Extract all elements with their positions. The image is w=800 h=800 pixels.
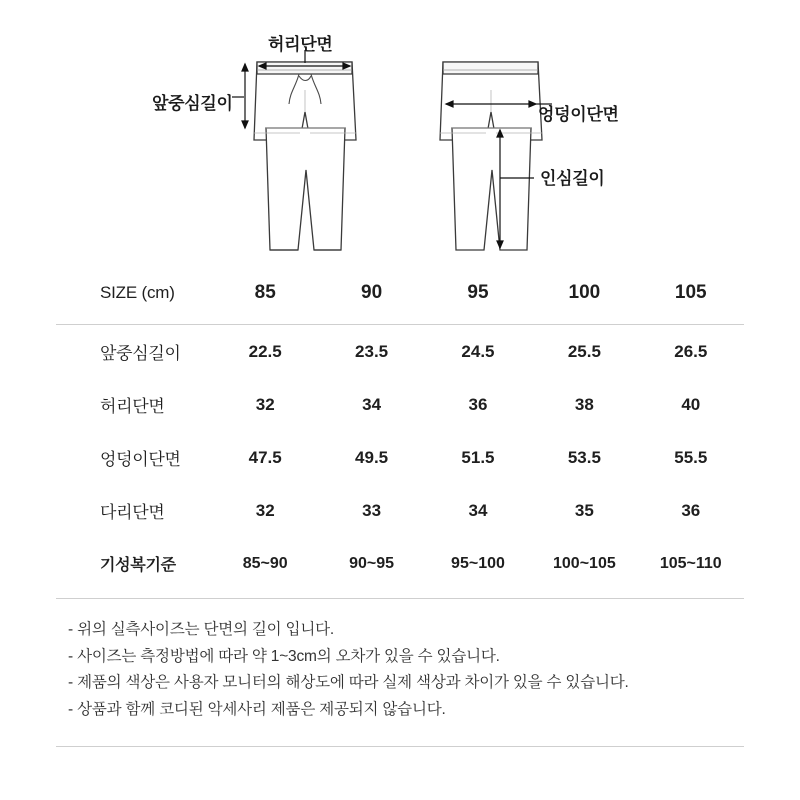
- size-table-body: [56, 325, 744, 591]
- cell-front-rise-90: 23.5: [355, 341, 389, 361]
- row-label-waist: 허리단면: [100, 397, 165, 416]
- cell-waist-85: 32: [255, 394, 275, 414]
- front-rise-measure-arrow: [242, 64, 248, 128]
- cell-hip-85: 47.5: [248, 447, 282, 467]
- note-item: - 위의 실측사이즈는 단면의 길이 입니다.: [68, 621, 334, 638]
- label-inseam: 인심길이: [540, 169, 605, 188]
- size-table-wrapper: [0, 262, 800, 590]
- table-row: [56, 431, 744, 484]
- row-label-hip: 엉덩이단면: [100, 450, 181, 469]
- header-size-100: 100: [531, 262, 637, 325]
- garment-diagram: [0, 0, 800, 262]
- front-view-illustration: [254, 62, 356, 250]
- table-row: [56, 484, 744, 537]
- note-item: - 상품과 함께 코디된 악세사리 제품은 제공되지 않습니다.: [68, 700, 446, 718]
- cell-front-rise-85: 22.5: [248, 341, 282, 361]
- table-row: [56, 537, 744, 590]
- table-header-row: [56, 262, 744, 325]
- cell-front-rise-95: 24.5: [461, 341, 495, 361]
- cell-ready-made-90: 90~95: [349, 554, 395, 572]
- cell-front-rise-100: 25.5: [567, 341, 601, 361]
- header-size-90: 90: [318, 262, 424, 325]
- cell-hip-100: 53.5: [567, 447, 601, 467]
- cell-hip-90: 49.5: [355, 447, 389, 467]
- notes-section: [0, 599, 800, 724]
- cell-ready-made-100: 100~105: [553, 554, 616, 572]
- cell-hip-95: 51.5: [461, 447, 495, 467]
- header-size-105: 105: [638, 262, 744, 325]
- cell-ready-made-95: 95~100: [451, 554, 505, 572]
- cell-leg-90: 33: [362, 500, 382, 520]
- cell-leg-95: 34: [468, 500, 488, 520]
- row-label-leg: 다리단면: [100, 503, 165, 522]
- cell-leg-100: 35: [574, 500, 594, 520]
- cell-hip-105: 55.5: [674, 447, 708, 467]
- cell-ready-made-105: 105~110: [659, 554, 722, 572]
- back-view-illustration: [440, 62, 542, 250]
- header-size-unit: SIZE (cm): [56, 262, 212, 325]
- size-table-header: [56, 262, 744, 325]
- label-hip: 엉덩이단면: [538, 105, 619, 124]
- cell-leg-105: 36: [681, 500, 701, 520]
- page-bottom-divider: [56, 746, 744, 747]
- cell-ready-made-85: 85~90: [242, 554, 288, 572]
- header-size-85: 85: [212, 262, 318, 325]
- cell-front-rise-105: 26.5: [674, 341, 708, 361]
- table-row: [56, 378, 744, 431]
- cell-waist-105: 40: [681, 394, 701, 414]
- cell-waist-95: 36: [468, 394, 488, 414]
- label-front-rise: 앞중심길이: [152, 94, 233, 113]
- cell-waist-100: 38: [574, 394, 594, 414]
- cell-leg-85: 32: [255, 500, 275, 520]
- note-item: - 사이즈는 측정방법에 따라 약 1~3cm의 오차가 있을 수 있습니다.: [68, 647, 500, 665]
- row-label-ready-made: 기성복기준: [100, 557, 176, 574]
- header-size-95: 95: [425, 262, 531, 325]
- table-row: [56, 325, 744, 379]
- cell-waist-90: 34: [362, 394, 382, 414]
- row-label-front-rise: 앞중심길이: [100, 344, 181, 363]
- label-waist: 허리단면: [268, 35, 333, 54]
- size-table: [56, 262, 744, 590]
- note-item: - 제품의 색상은 사용자 모니터의 해상도에 따라 실제 색상과 차이가 있을 수 있습니다.: [68, 674, 629, 692]
